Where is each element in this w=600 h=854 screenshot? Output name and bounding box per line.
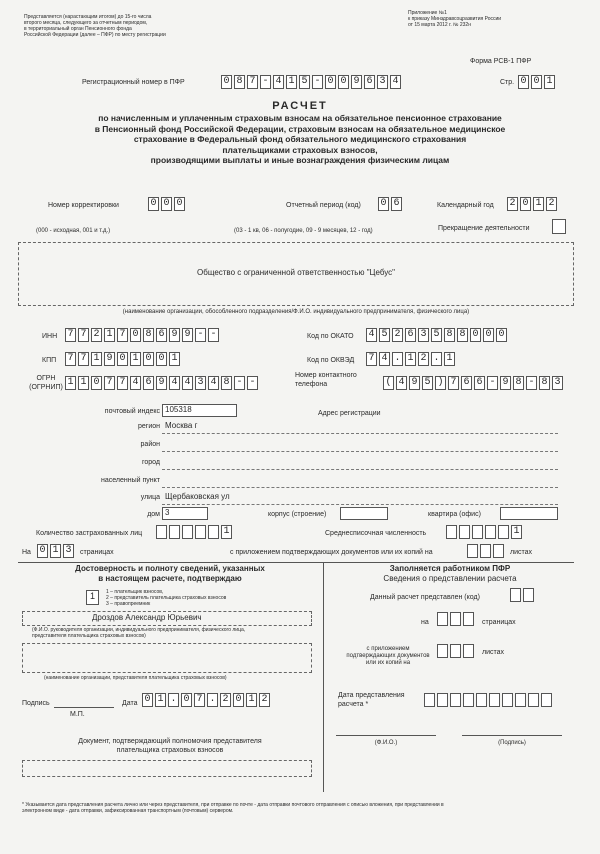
- char-cell: 0: [470, 328, 481, 342]
- pfr-attach-label: с приложением подтверждающих документов или их копий на: [346, 646, 430, 666]
- house-label: дом: [147, 511, 160, 518]
- street-line: [162, 504, 558, 505]
- city-line: [162, 469, 558, 470]
- kpp-label: КПП: [42, 357, 57, 364]
- ogrn-cells: [65, 376, 260, 390]
- inn-cells: [65, 328, 221, 342]
- city-label: город: [141, 459, 160, 466]
- char-cell: 6: [391, 197, 402, 211]
- char-cell: 0: [221, 75, 232, 89]
- postcode-field: 105318: [162, 404, 237, 417]
- region-line: [162, 433, 558, 434]
- char-cell: [450, 644, 461, 658]
- pfr-date-cells: [424, 693, 554, 707]
- char-cell: [467, 544, 478, 558]
- char-cell: 9: [500, 376, 511, 390]
- char-cell: 0: [143, 352, 154, 366]
- org-name: Общество с ограниченной ответственностью "Цебус": [197, 268, 395, 277]
- building-label: корпус (строение): [268, 511, 327, 518]
- correction-cells: [148, 197, 187, 211]
- insured-label: Количество застрахованных лиц: [36, 530, 143, 537]
- locality-line: [162, 487, 558, 488]
- doc-label: Документ, подтверждающий полномочия представителя плательщика страховых взносов: [78, 738, 262, 754]
- char-cell: 4: [273, 75, 284, 89]
- char-cell: 8: [513, 376, 524, 390]
- char-cell: 1: [286, 75, 297, 89]
- char-cell: -: [526, 376, 537, 390]
- char-cell: [510, 588, 521, 602]
- char-cell: [450, 693, 461, 707]
- char-cell: 1: [91, 352, 102, 366]
- pfr-sheets-cells: [437, 644, 476, 658]
- char-cell: -: [234, 376, 245, 390]
- char-cell: 7: [65, 352, 76, 366]
- char-cell: 1: [511, 525, 522, 539]
- char-cell: 0: [174, 197, 185, 211]
- char-cell: .: [168, 693, 179, 707]
- char-cell: 6: [364, 75, 375, 89]
- year-cells: [507, 197, 559, 211]
- correction-hint: (000 - исходная, 001 и т.д.): [36, 228, 111, 234]
- doc-box: [22, 760, 312, 777]
- confirm-options: 1 – плательщик взносов, 2 – представитель плательщика страховых взносов 3 – правопреемник: [106, 589, 227, 607]
- district-line: [162, 451, 558, 452]
- char-cell: 6: [405, 328, 416, 342]
- char-cell: -: [208, 328, 219, 342]
- char-cell: [450, 612, 461, 626]
- char-cell: 4: [208, 376, 219, 390]
- char-cell: (: [383, 376, 394, 390]
- pfr-subtitle: Сведения о представлении расчета: [383, 574, 517, 583]
- char-cell: .: [207, 693, 218, 707]
- char-cell: [463, 693, 474, 707]
- char-cell: 1: [246, 693, 257, 707]
- char-cell: [446, 525, 457, 539]
- char-cell: [437, 612, 448, 626]
- char-cell: [498, 525, 509, 539]
- char-cell: 1: [78, 376, 89, 390]
- pfr-pages-cells: [437, 612, 476, 626]
- street-label: улица: [140, 494, 160, 501]
- char-cell: 2: [392, 328, 403, 342]
- char-cell: 4: [379, 352, 390, 366]
- org-rep-hint: (наименование организации, представителя плательщика страховых взносов): [44, 675, 227, 681]
- char-cell: -: [260, 75, 271, 89]
- char-cell: 6: [156, 328, 167, 342]
- char-cell: 5: [379, 328, 390, 342]
- pfr-pages-label: страницах: [482, 619, 516, 626]
- char-cell: 4: [130, 376, 141, 390]
- char-cell: -: [195, 328, 206, 342]
- char-cell: 0: [156, 352, 167, 366]
- char-cell: [459, 525, 470, 539]
- sign-label: Подпись: [22, 700, 50, 707]
- sign-line-pfr: [462, 735, 562, 736]
- char-cell: 7: [117, 328, 128, 342]
- char-cell: 3: [63, 544, 74, 558]
- char-cell: 9: [156, 376, 167, 390]
- presented-label: Данный расчет представлен (код): [370, 594, 480, 601]
- appendix-note: Приложение №1 к приказу Минздравсоцразвития России от 15 марта 2012 г. № 232н: [408, 10, 502, 28]
- char-cell: .: [431, 352, 442, 366]
- char-cell: 7: [247, 75, 258, 89]
- char-cell: 0: [325, 75, 336, 89]
- kpp-cells: [65, 352, 182, 366]
- confirm-code: 1: [86, 590, 99, 605]
- char-cell: 7: [104, 376, 115, 390]
- char-cell: 8: [539, 376, 550, 390]
- char-cell: [463, 612, 474, 626]
- insured-cells: [156, 525, 234, 539]
- char-cell: 0: [518, 75, 529, 89]
- pages-label: страницах: [80, 549, 114, 556]
- char-cell: 0: [161, 197, 172, 211]
- char-cell: 5: [422, 376, 433, 390]
- char-cell: 5: [431, 328, 442, 342]
- form-title: РАСЧЕТ: [272, 100, 328, 112]
- presented-code-cells: [510, 588, 536, 602]
- okato-cells: [366, 328, 509, 342]
- char-cell: 0: [483, 328, 494, 342]
- char-cell: 9: [182, 328, 193, 342]
- section-divider: [18, 562, 574, 563]
- form-subtitle: по начисленным и уплаченным страховым взносам на обязательное пенсионное страхование в Пенсионный фонд Российской Федерации, страховым взносам на обязательное медицинское страхование в Федеральный фонд обязательного медицинского страхования плательщиками страховых взносов, производящими выплаты и иные вознаграждения физическим лицам: [94, 113, 506, 165]
- char-cell: 2: [259, 693, 270, 707]
- char-cell: 4: [169, 376, 180, 390]
- ogrn-label: ОГРН (ОГРНИП): [29, 375, 63, 391]
- pfr-sheets-label: листах: [482, 649, 505, 656]
- fio-line: [336, 735, 436, 736]
- char-cell: 0: [378, 197, 389, 211]
- char-cell: -: [247, 376, 258, 390]
- char-cell: 0: [520, 197, 531, 211]
- char-cell: -: [312, 75, 323, 89]
- char-cell: 4: [182, 376, 193, 390]
- char-cell: 1: [544, 75, 555, 89]
- char-cell: 7: [448, 376, 459, 390]
- char-cell: [493, 544, 504, 558]
- sign-line: [54, 707, 114, 708]
- char-cell: 9: [169, 328, 180, 342]
- phone-cells: [383, 376, 565, 390]
- char-cell: [169, 525, 180, 539]
- postcode-label: почтовый индекс: [104, 408, 160, 415]
- char-cell: 7: [366, 352, 377, 366]
- pfr-on-label: на: [421, 619, 429, 626]
- person-hint: (Ф.И.О. руководителя организации, индивидуального предпринимателя, физического лица, представителя плательщика страховых взносов): [32, 627, 246, 639]
- char-cell: 0: [91, 376, 102, 390]
- sheets-label: листах: [510, 549, 533, 556]
- on-label: На: [22, 549, 31, 556]
- char-cell: 8: [457, 328, 468, 342]
- char-cell: 7: [78, 328, 89, 342]
- char-cell: 7: [65, 328, 76, 342]
- char-cell: 1: [533, 197, 544, 211]
- char-cell: .: [392, 352, 403, 366]
- street-value: Щербаковская ул: [165, 492, 230, 501]
- column-divider: [323, 562, 324, 792]
- submission-note: Представляется (нарастающим итогом) до 15-го числа второго месяца, следующего за отчетным периодом, в территориальный орган Пенсионного фонда Российской Федерации (далее – ПФР) по месту регистрации: [24, 14, 166, 38]
- char-cell: 4: [366, 328, 377, 342]
- char-cell: 8: [221, 376, 232, 390]
- district-label: район: [140, 441, 160, 448]
- char-cell: 0: [117, 352, 128, 366]
- char-cell: 2: [546, 197, 557, 211]
- char-cell: [541, 693, 552, 707]
- locality-label: населенный пункт: [100, 477, 160, 484]
- char-cell: [182, 525, 193, 539]
- char-cell: 1: [221, 525, 232, 539]
- char-cell: [515, 693, 526, 707]
- char-cell: 8: [234, 75, 245, 89]
- char-cell: 1: [130, 352, 141, 366]
- char-cell: 7: [78, 352, 89, 366]
- year-label: Календарный год: [437, 202, 494, 209]
- footnote: * Указывается дата представления расчета лично или через представителя, при отправке по почте - дата отправки почтового отправления с описью вложения, при представлении в электронном виде - дата отправки, зафиксированная транспортным (почтовым) сервером.: [22, 802, 444, 814]
- pfr-title: Заполняется работником ПФР: [389, 564, 511, 573]
- char-cell: [463, 644, 474, 658]
- reg-number-cells: [221, 75, 403, 89]
- char-cell: [480, 544, 491, 558]
- char-cell: 1: [65, 376, 76, 390]
- char-cell: -: [487, 376, 498, 390]
- char-cell: [489, 693, 500, 707]
- stamp-label: М.П.: [70, 711, 85, 718]
- termination-cell: [552, 219, 566, 234]
- okato-label: Код по ОКАТО: [307, 333, 354, 340]
- person-name: Дроздов Александр Юрьевич: [92, 613, 202, 622]
- region-value: Москва г: [165, 421, 198, 430]
- char-cell: 5: [299, 75, 310, 89]
- char-cell: 1: [444, 352, 455, 366]
- char-cell: 2: [91, 328, 102, 342]
- char-cell: 0: [142, 693, 153, 707]
- char-cell: 0: [531, 75, 542, 89]
- char-cell: 0: [130, 328, 141, 342]
- char-cell: 1: [169, 352, 180, 366]
- char-cell: 9: [351, 75, 362, 89]
- period-label: Отчетный период (код): [286, 202, 361, 209]
- char-cell: 1: [50, 544, 61, 558]
- char-cell: 0: [338, 75, 349, 89]
- char-cell: 0: [148, 197, 159, 211]
- avg-cells: [446, 525, 524, 539]
- period-cells: [378, 197, 404, 211]
- char-cell: 4: [390, 75, 401, 89]
- region-label: регион: [137, 423, 160, 430]
- pages-count-cells: [37, 544, 76, 558]
- okved-cells: [366, 352, 457, 366]
- phone-label: Номер контактного телефона: [295, 372, 357, 388]
- char-cell: [437, 644, 448, 658]
- char-cell: 3: [418, 328, 429, 342]
- char-cell: [472, 525, 483, 539]
- org-name-hint: (наименование организации, обособленного подразделения/Ф.И.О. индивидуального предпринимателя, физического лица): [122, 309, 470, 315]
- char-cell: 2: [418, 352, 429, 366]
- address-title: Адрес регистрации: [318, 410, 381, 417]
- char-cell: [523, 588, 534, 602]
- okved-label: Код по ОКВЭД: [307, 357, 355, 364]
- sign-hint: (Подпись): [498, 740, 526, 746]
- char-cell: 1: [405, 352, 416, 366]
- char-cell: 7: [194, 693, 205, 707]
- char-cell: ): [435, 376, 446, 390]
- attach-label: с приложением подтверждающих документов или их копий на: [230, 549, 433, 556]
- char-cell: 9: [409, 376, 420, 390]
- char-cell: 6: [461, 376, 472, 390]
- pfr-date-label: Дата представления расчета *: [338, 692, 405, 708]
- char-cell: [502, 693, 513, 707]
- house-field: 3: [162, 507, 208, 520]
- char-cell: [195, 525, 206, 539]
- char-cell: 8: [444, 328, 455, 342]
- page-label: Стр.: [500, 79, 515, 86]
- char-cell: [437, 693, 448, 707]
- char-cell: 2: [220, 693, 231, 707]
- char-cell: [528, 693, 539, 707]
- char-cell: [485, 525, 496, 539]
- termination-label: Прекращение деятельности: [438, 225, 530, 232]
- org-rep-box: [22, 643, 312, 673]
- reg-number-label: Регистрационный номер в ПФР: [82, 79, 185, 86]
- char-cell: 0: [37, 544, 48, 558]
- avg-label: Среднесписочная численность: [325, 530, 427, 537]
- confirm-date-cells: [142, 693, 272, 707]
- period-hint: (03 - 1 кв, 06 - полугодие, 09 - 9 месяцев, 12 - год): [234, 228, 373, 234]
- char-cell: [424, 693, 435, 707]
- char-cell: [476, 693, 487, 707]
- char-cell: 0: [181, 693, 192, 707]
- char-cell: 7: [117, 376, 128, 390]
- flat-field: [500, 507, 558, 520]
- char-cell: 6: [474, 376, 485, 390]
- char-cell: [208, 525, 219, 539]
- sheets-count-cells: [467, 544, 506, 558]
- char-cell: 6: [143, 376, 154, 390]
- confirm-title: Достоверность и полноту сведений, указанных в настоящем расчете, подтверждаю: [75, 564, 265, 583]
- char-cell: 3: [195, 376, 206, 390]
- building-field: [340, 507, 388, 520]
- correction-label: Номер корректировки: [48, 202, 119, 209]
- char-cell: 1: [155, 693, 166, 707]
- form-name: Форма РСВ-1 ПФР: [470, 58, 532, 65]
- char-cell: 2: [507, 197, 518, 211]
- char-cell: 9: [104, 352, 115, 366]
- fio-hint: (Ф.И.О.): [374, 740, 398, 746]
- page-number-cells: [518, 75, 557, 89]
- char-cell: 8: [143, 328, 154, 342]
- char-cell: 0: [233, 693, 244, 707]
- flat-label: квартира (офис): [428, 511, 481, 518]
- char-cell: 4: [396, 376, 407, 390]
- char-cell: 0: [496, 328, 507, 342]
- inn-label: ИНН: [42, 333, 58, 340]
- char-cell: 1: [104, 328, 115, 342]
- char-cell: 3: [552, 376, 563, 390]
- char-cell: [156, 525, 167, 539]
- char-cell: 3: [377, 75, 388, 89]
- date-label: Дата: [122, 700, 138, 707]
